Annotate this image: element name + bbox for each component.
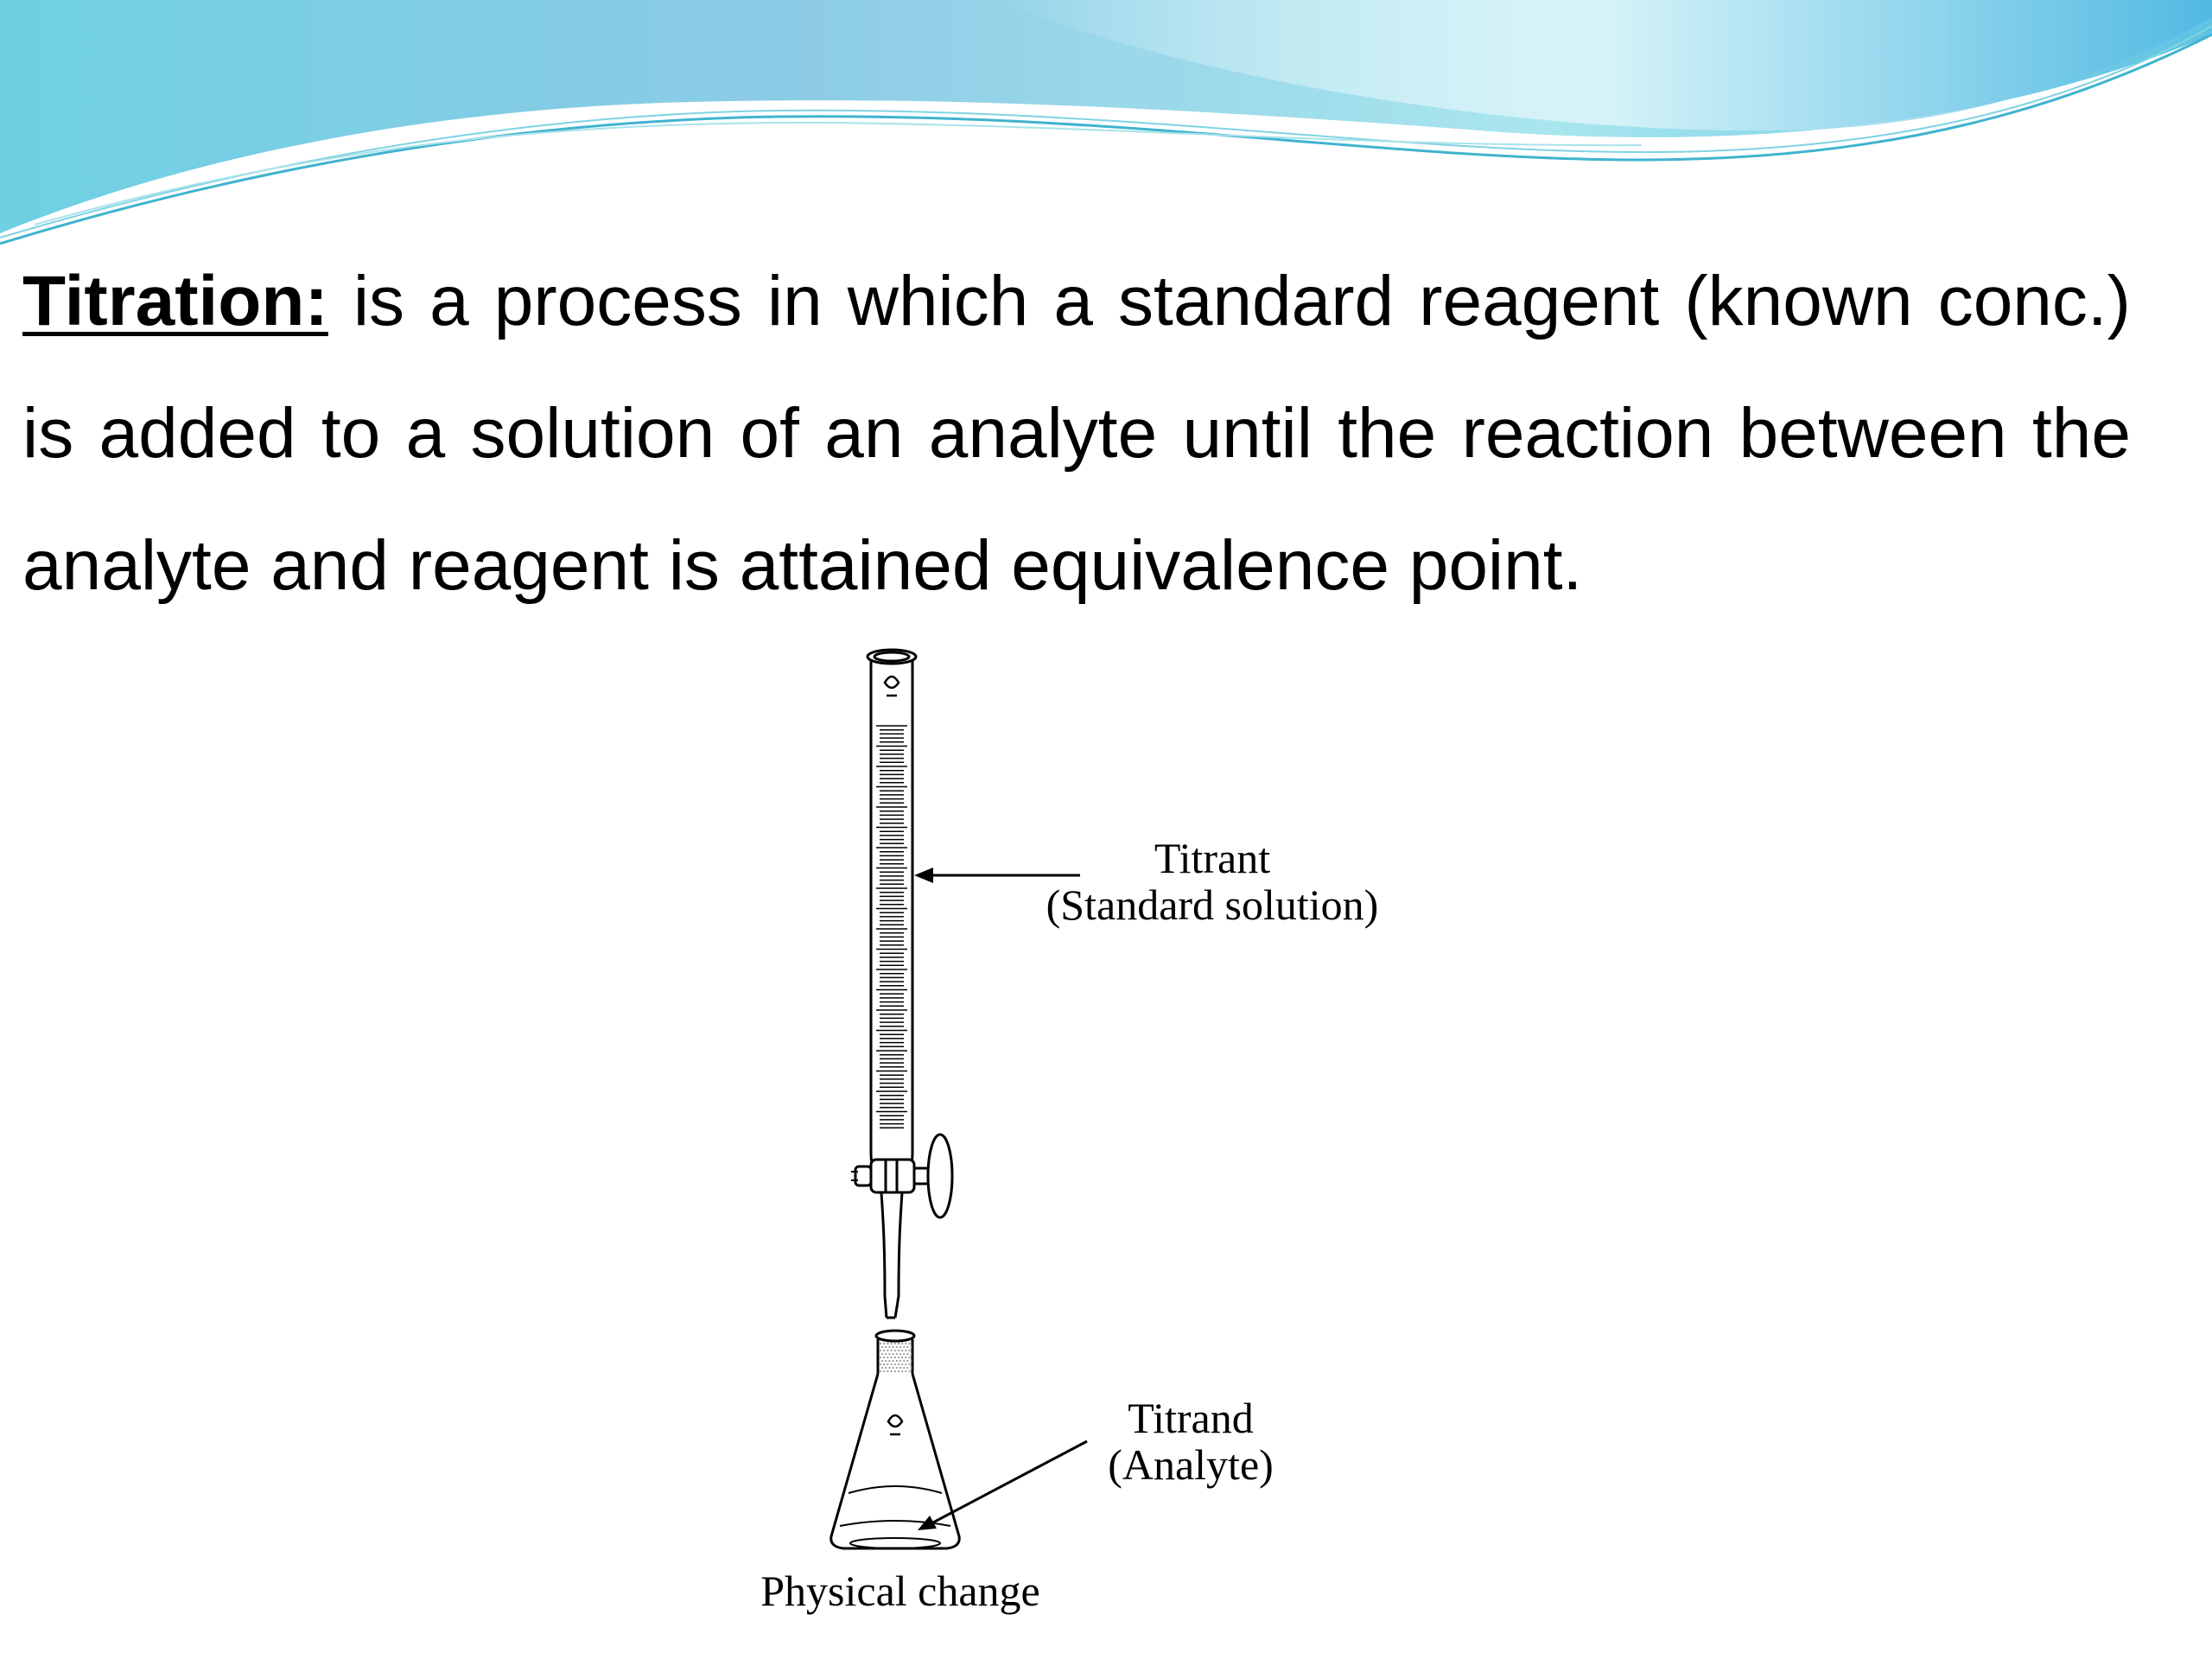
titration-apparatus-figure xyxy=(0,605,2212,1659)
titration-definition xyxy=(22,235,2131,632)
burette xyxy=(851,650,952,1318)
titrant-sublabel: (Standard solution) xyxy=(1046,880,1379,929)
titrant-label: Titrant xyxy=(1154,834,1271,882)
titrand-pointer-arrow xyxy=(918,1441,1087,1530)
definition-text: is a process in which a standard reagent (known conc.) is added to a solution of an analyte until the reaction between the analyte and reagent is attained equivalence point. xyxy=(22,262,2131,605)
conical-flask xyxy=(831,1331,959,1548)
titrand-label: Titrand xyxy=(1128,1394,1254,1442)
titrand-sublabel: (Analyte) xyxy=(1108,1440,1274,1489)
decorative-wave-banner xyxy=(0,0,2212,259)
flask-neck-frosting xyxy=(880,1343,912,1372)
definition-term: Titration: xyxy=(22,262,328,340)
figure-caption: Physical change xyxy=(760,1567,1040,1615)
